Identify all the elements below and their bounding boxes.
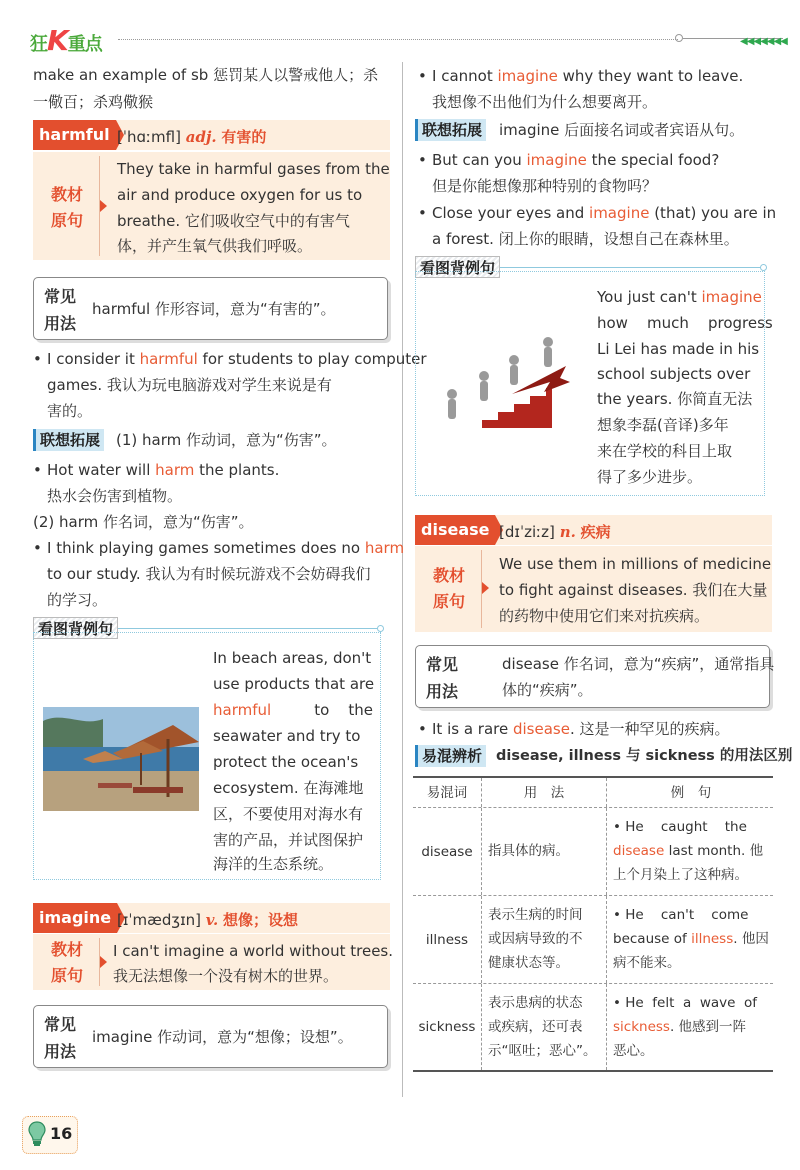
common-usage-imagine bbox=[33, 1005, 388, 1068]
picture-text-line: 想象李磊(音译)多年 bbox=[597, 416, 729, 434]
extend-tag: 联想拓展 bbox=[415, 119, 486, 141]
table-header: 易混词 bbox=[426, 785, 468, 801]
picture-box-dot bbox=[377, 625, 384, 632]
example-sentence: • Close your eyes and imagine (that) you are in bbox=[432, 204, 776, 222]
intro-line-1: make an example of sb 惩罚某人以警戒他人；杀 bbox=[33, 66, 379, 84]
phonetic-line: [dɪˈziːz] n. 疾病 bbox=[499, 523, 611, 541]
triangle-icon bbox=[100, 200, 107, 212]
table-cell-usage: 指具体的病。 bbox=[481, 808, 606, 895]
word-tag: imagine bbox=[33, 903, 117, 933]
example-sentence: • But can you imagine the special food? bbox=[432, 151, 719, 169]
example-sentence: • Hot water will harm the plants. bbox=[47, 461, 279, 479]
page-header bbox=[0, 0, 800, 60]
table-cell-usage: 表示患病的状态 或疾病，还可表 示“呕吐；恶心”。 bbox=[481, 984, 606, 1070]
textbook-example-disease bbox=[415, 546, 772, 632]
picture-text-line: 海洋的生态系统。 bbox=[213, 855, 334, 873]
usage-text: imagine 作动词，意为“想像；设想”。 bbox=[92, 1028, 353, 1046]
example-translation: 热水会伤害到植物。 bbox=[47, 487, 183, 505]
example-line: We use them in millions of medicine bbox=[499, 555, 772, 573]
picture-text-line: 来在学校的科目上取 bbox=[597, 442, 733, 460]
lightbulb-icon bbox=[27, 1120, 47, 1148]
word-header-harmful bbox=[33, 120, 390, 150]
table-cell-usage: 表示生病的时间 或因病导致的不 健康状态等。 bbox=[481, 896, 606, 983]
example-translation: to our study. 我认为有时候玩游戏不会妨碍我们 bbox=[47, 565, 371, 583]
example-translation: 但是你能想像那种特别的食物吗？ bbox=[432, 177, 658, 195]
example-line: 我无法想像一个没有树木的世界。 bbox=[113, 967, 339, 985]
example-translation: 害的。 bbox=[47, 402, 93, 420]
table-row bbox=[413, 808, 773, 896]
picture-text-line: Li Lei has made in his bbox=[597, 340, 760, 358]
usage-text: 体的“疾病”。 bbox=[502, 681, 593, 699]
picture-text-line: You just can't imagine bbox=[597, 288, 762, 306]
picture-box-line bbox=[500, 267, 762, 268]
example-translation: 的学习。 bbox=[47, 591, 108, 609]
word-tag: harmful bbox=[33, 120, 116, 150]
example-line: 的药物中使用它们来对抗疾病。 bbox=[499, 607, 710, 625]
picture-text-line: In beach areas, don't bbox=[213, 649, 372, 667]
intro-line-2: 一儆百；杀鸡儆猴 bbox=[33, 93, 154, 111]
picture-text-line: the years. 你简直无法 bbox=[597, 390, 753, 408]
picture-text-line: school subjects over bbox=[597, 365, 751, 383]
textbook-example-harmful bbox=[33, 152, 390, 260]
phonetic-line: [ˈhɑːmfl] adj. 有害的 bbox=[117, 128, 267, 146]
column-divider bbox=[402, 62, 403, 1097]
usage-label: 常见 用法 bbox=[426, 655, 459, 701]
usage-label: 常见 用法 bbox=[44, 1015, 77, 1061]
beach-umbrella-image bbox=[43, 707, 199, 811]
example-sentence: • It is a rare disease. 这是一种罕见的疾病。 bbox=[432, 720, 730, 738]
example-sentence: • I think playing games sometimes does no harm bbox=[47, 539, 404, 557]
textbook-example-imagine bbox=[33, 934, 394, 990]
table-header: 用 法 bbox=[481, 778, 606, 807]
example-line: breathe. 它们吸收空气中的有害气 bbox=[117, 212, 350, 230]
triangle-icon bbox=[100, 956, 107, 968]
picture-example-tag: 看图背例句 bbox=[415, 256, 500, 278]
picture-text-line: use products that are bbox=[213, 675, 375, 693]
picture-text-line: seawater and try to bbox=[213, 727, 361, 745]
table-header-row bbox=[413, 778, 773, 808]
example-sentence: • I cannot imagine why they want to leave. bbox=[432, 67, 743, 85]
picture-text-line: harmful to the bbox=[213, 701, 373, 719]
picture-example-box-imagine bbox=[415, 271, 773, 496]
table-cell-word: illness bbox=[425, 932, 469, 948]
word-tag: disease bbox=[415, 515, 495, 545]
example-line: They take in harmful gases from the bbox=[117, 160, 390, 178]
example-translation: games. 我认为玩电脑游戏对学生来说是有 bbox=[47, 376, 332, 394]
confusion-table bbox=[413, 776, 773, 1072]
example-label: 教材 原句 bbox=[50, 940, 83, 985]
table-row bbox=[413, 896, 773, 984]
picture-box-dot bbox=[760, 264, 767, 271]
extend-text: (2) harm 作名词，意为“伤害”。 bbox=[33, 513, 254, 531]
common-usage-harmful bbox=[33, 277, 388, 340]
picture-example-tag: 看图背例句 bbox=[33, 617, 118, 639]
picture-text-line: 得了多少进步。 bbox=[597, 468, 703, 486]
common-usage-disease bbox=[415, 645, 775, 708]
extend-text: imagine 后面接名词或者宾语从句。 bbox=[499, 121, 745, 139]
table-cell-word: sickness bbox=[418, 1019, 476, 1035]
header-dotted-rule bbox=[118, 39, 678, 40]
picture-text-line: protect the ocean's bbox=[213, 753, 359, 771]
table-cell-example: • He felt a wave of sickness. 他感到一阵 恶心。 bbox=[606, 984, 773, 1070]
phonetic-line: [ɪˈmædʒɪn] v. 想像；设想 bbox=[117, 911, 299, 929]
example-label: 教材 原句 bbox=[50, 185, 83, 230]
usage-text: disease 作名词，意为“疾病”，通常指具 bbox=[502, 655, 775, 673]
table-row bbox=[413, 984, 773, 1070]
page-number: 16 bbox=[22, 1112, 82, 1152]
word-header-imagine bbox=[33, 903, 390, 933]
example-translation: a forest. 闭上你的眼睛，设想自己在森林里。 bbox=[432, 230, 739, 248]
example-line: 体，并产生氧气供我们呼吸。 bbox=[117, 237, 313, 255]
header-ring-decoration bbox=[675, 34, 683, 42]
picture-box-line bbox=[118, 628, 380, 629]
progress-stairs-image bbox=[442, 332, 572, 432]
example-label: 教材 原句 bbox=[432, 566, 465, 611]
arrows-decoration: ◀◀◀◀◀◀◀ bbox=[740, 36, 787, 47]
example-line: air and produce oxygen for us to bbox=[117, 186, 363, 204]
picture-example-box-harmful bbox=[33, 632, 381, 880]
confusion-tag: 易混辨析 bbox=[415, 745, 486, 767]
word-header-disease bbox=[415, 515, 772, 545]
table-cell-example: • He can't come because of illness. 他因 病不能来。 bbox=[606, 896, 773, 983]
picture-text-line: 区，不要使用对海水有 bbox=[213, 805, 364, 823]
table-cell-example: • He caught the disease last month. 他 上个月染上了这种病。 bbox=[606, 808, 773, 895]
confusion-title: disease, illness 与 sickness 的用法区别 bbox=[496, 748, 793, 764]
table-cell-word: disease bbox=[421, 844, 473, 860]
logo: 狂K重点 bbox=[30, 24, 102, 57]
example-line: to fight against diseases. 我们在大量 bbox=[499, 581, 768, 599]
example-line: I can't imagine a world without trees. bbox=[113, 942, 394, 960]
triangle-icon bbox=[482, 582, 489, 594]
example-translation: 我想像不出他们为什么想要离开。 bbox=[432, 93, 658, 111]
example-sentence: • I consider it harmful for students to play computer bbox=[47, 350, 427, 368]
usage-text: harmful 作形容词，意为“有害的”。 bbox=[92, 300, 336, 318]
table-header: 例 句 bbox=[606, 778, 773, 807]
picture-text-line: 害的产品，并试图保护 bbox=[213, 831, 364, 849]
picture-text-line: how much progress bbox=[597, 314, 773, 332]
extend-tag: 联想拓展 bbox=[33, 429, 104, 451]
usage-label: 常见 用法 bbox=[44, 287, 77, 333]
extend-text: (1) harm 作动词，意为“伤害”。 bbox=[116, 431, 337, 449]
picture-text-line: ecosystem. 在海滩地 bbox=[213, 779, 364, 797]
